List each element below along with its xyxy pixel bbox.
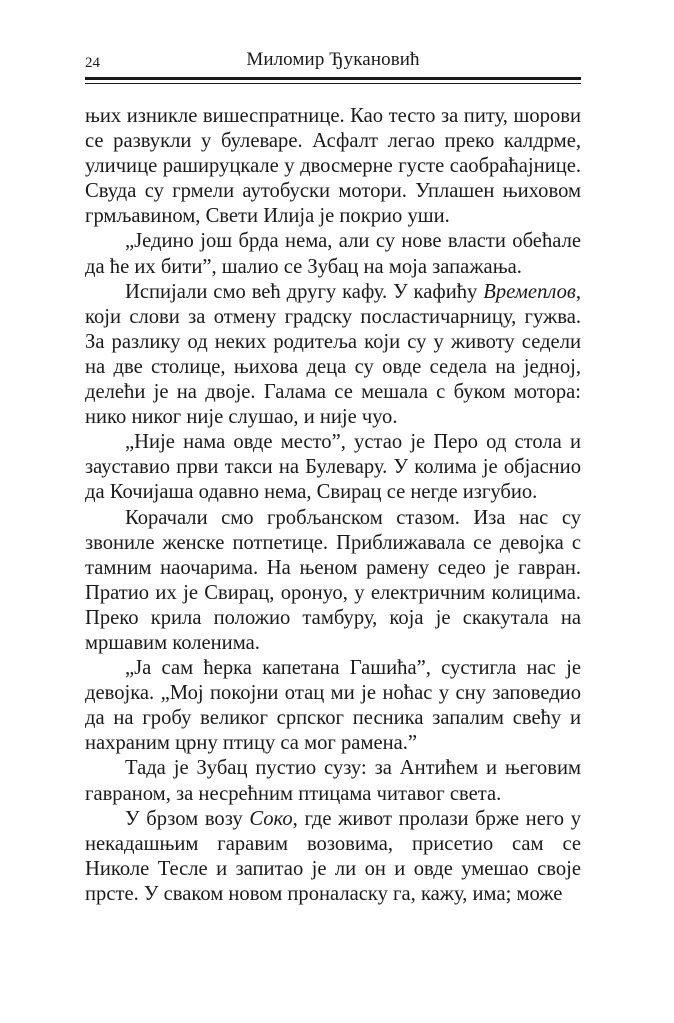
paragraph-text: , где живот пролази брже него у некадашњим гаравим возовима, присетио сам се Николе Тесле и запитао је ли он и овде умешао своје прсте. У сваком новом проналаску га, кажу, има; може <box>85 807 581 905</box>
paragraph-text: „Једино још брда нема, али су нове власти обећале да ће их бити”, шалио се Зубац на моја запажања. <box>85 230 581 278</box>
paragraph <box>85 280 581 431</box>
header-rule-thin <box>85 83 581 84</box>
header-rule-thick <box>85 77 581 80</box>
paragraph-text: „Ја сам ћерка капетана Гашића”, сустигла нас је девојка. „Мој покојни отац ми је ноћас у сну заповедио да на гробу великог српског песника запалим свећу и нахраним црну птицу са мог рамена.” <box>85 657 581 755</box>
body-text <box>85 104 581 907</box>
running-title: Миломир Ђукановић <box>246 49 420 70</box>
paragraph-text: Тада је Зубац пустио сузу: за Антићем и његовим гавраном, за несрећним птицама читавог света. <box>85 757 581 805</box>
paragraph-text: „Није нама овде место”, устао је Перо од стола и зауставио први такси на Булевару. У колима је објаснио да Кочијаша одавно нема, Свирац се негде изгубио. <box>85 431 581 504</box>
paragraph <box>85 506 581 657</box>
page-header <box>85 49 581 71</box>
paragraph <box>85 656 581 756</box>
paragraph-text: њих изникле вишеспратнице. Као тесто за питу, шорови се развукли у булеваре. Асфалт легао преко калдрме, уличице рашируцкале у двосмерне густе саобраћајнице. Свуда су грмели аутобуски мотори. Уплашен њиховом грмљавином, Свети Илија је покрио уши. <box>85 105 581 228</box>
page-number: 24 <box>85 55 100 71</box>
paragraph <box>85 807 581 907</box>
paragraph <box>85 104 581 229</box>
paragraph <box>85 756 581 806</box>
paragraph-text: Испијали смо већ другу кафу. У кафићу <box>125 280 484 303</box>
paragraph-text: У брзом возу <box>125 807 250 830</box>
paragraph <box>85 430 581 505</box>
italic-title: Времеплов <box>483 280 576 303</box>
paragraph <box>85 229 581 279</box>
paragraph-text: , који слови за отмену градску посластичарницу, гужва. За разлику од неких родитеља који су у животу седели на две столице, њихова деца су овде седела на једној, делећи је на двоје. Галама се мешала с буком мотора: нико никог није слушао, и није чуо. <box>85 280 581 429</box>
paragraph-text: Корачали смо гробљанском стазом. Иза нас су звониле женске потпетице. Приближавала се девојка с тамним наочарима. На њеном рамену седео је гавран. Пратио их је Свирац, оронуо, у електричним колицима. Преко крила положио тамбуру, која је скакутала на мршавим коленима. <box>85 506 581 654</box>
italic-title: Соко <box>249 807 293 830</box>
